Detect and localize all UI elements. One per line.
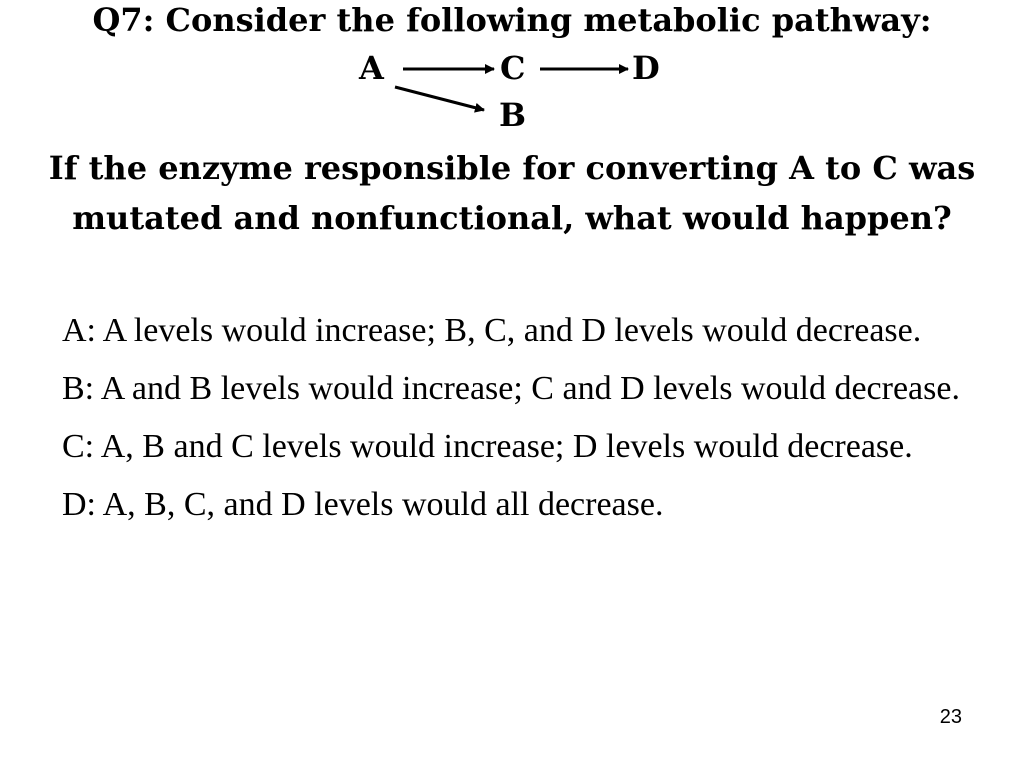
answer-list xyxy=(62,308,982,540)
pathway-arrows xyxy=(0,0,1024,150)
pathway-node-b: B xyxy=(499,96,527,134)
answer-option-c: C: A, B and C levels would increase; D levels would decrease. xyxy=(62,428,913,465)
slide-title: Q7: Consider the following metabolic pathway: xyxy=(92,1,932,39)
question-text: If the enzyme responsible for converting A to C was mutated and nonfunctional, what would happen? xyxy=(48,149,976,237)
answer-option-b: B: A and B levels would increase; C and D levels would decrease. xyxy=(62,370,960,407)
pathway-node-c: C xyxy=(500,49,526,87)
answer-option-a: A: A levels would increase; B, C, and D levels would decrease. xyxy=(62,312,922,349)
arrow-a-to-b xyxy=(395,87,484,110)
answer-option-d: D: A, B, C, and D levels would all decrease. xyxy=(62,486,664,523)
pathway-node-d: D xyxy=(632,49,660,87)
page-number: 23 xyxy=(939,706,962,728)
pathway-node-a: A xyxy=(359,49,384,87)
